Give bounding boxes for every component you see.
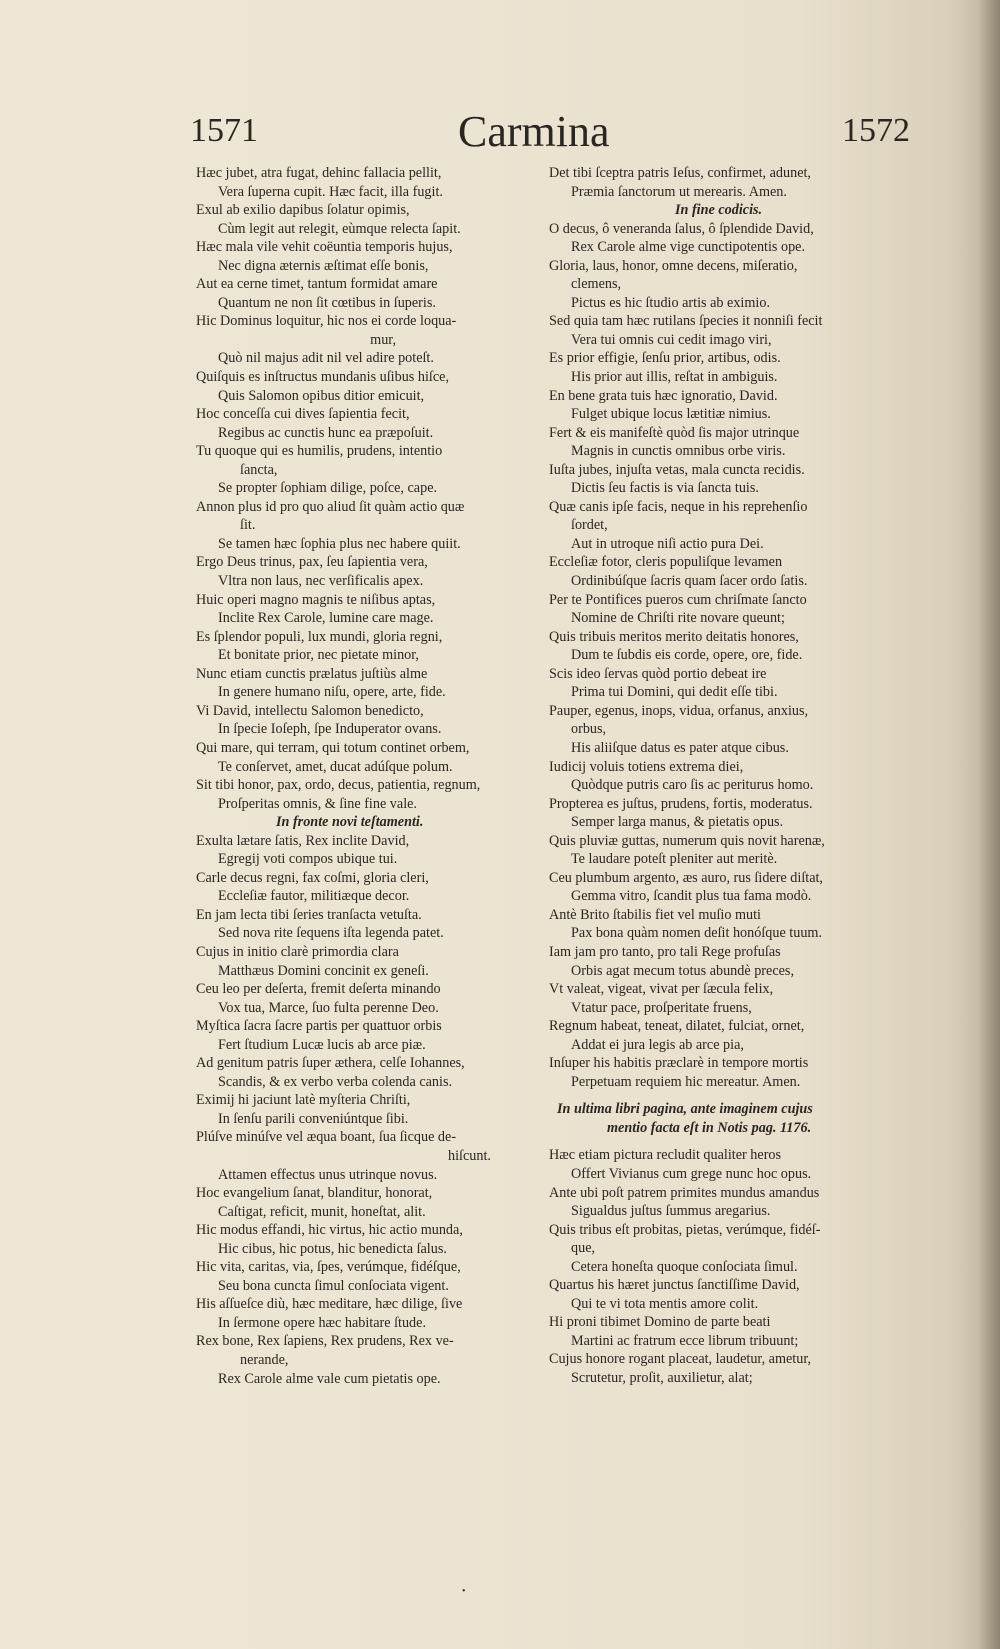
verse-line: Quartus his hæret junctus ſanctiſſime David, [549, 1277, 800, 1294]
verse-line: Quis Salomon opibus ditior emicuit, [218, 387, 425, 404]
verse-line: In ſermone opere hæc habitare ſtude. [218, 1314, 426, 1331]
verse-line: Quiſquis es inſtructus mundanis uſibus hiſce, [196, 369, 449, 386]
verse-line: Addat ei jura legis ab arce pia, [571, 1036, 744, 1053]
verse-line: Es ſplendor populi, lux mundi, gloria regni, [196, 628, 443, 645]
verse-line: Dictis ſeu factis is via ſancta tuis. [571, 480, 759, 497]
verse-line: Offert Vivianus cum grege nunc hoc opus. [571, 1165, 812, 1182]
verse-line: Cujus in initio clarè primordia clara [196, 943, 399, 960]
verse-line: clemens, [571, 276, 622, 293]
verse-line: Inclite Rex Carole, lumine care mage. [218, 610, 434, 627]
verse-line: Plúſve minúſve vel æqua boant, ſua ſicque de- [196, 1129, 457, 1146]
note-heading: mentio facta eſt in Notis pag. 1176. [607, 1119, 812, 1136]
verse-line: Hæc jubet, atra fugat, dehinc fallacia pellit, [196, 165, 442, 181]
verse-line: Antè Brito ſtabilis fiet vel muſio muti [549, 906, 762, 923]
verse-line: Vtatur pace, proſperitate fruens, [571, 999, 752, 1016]
right-column [549, 164, 919, 1388]
verse-line: Es prior effigie, ſenſu prior, artibus, odis. [549, 350, 781, 367]
verse-line: Te laudare poteſt pleniter aut meritè. [571, 851, 778, 868]
verse-line: Nomine de Chriſti rite novare queunt; [571, 610, 785, 627]
page-header [0, 100, 1000, 160]
verse-line: Pax bona quàm nomen deſit honóſque tuum. [571, 925, 823, 942]
verse-line: Vera tui omnis cui cedit imago viri, [571, 331, 772, 348]
verse-line: Gloria, laus, honor, omne decens, miſeratio, [549, 257, 798, 274]
verse-line: Præmia ſanctorum ut merearis. Amen. [571, 183, 787, 200]
verse-line: Vera ſuperna cupit. Hæc facit, illa fugit. [218, 183, 443, 200]
verse-line: Orbis agat mecum totus abundè preces, [571, 962, 794, 979]
verse-line: Ceu plumbum argento, æs auro, rus ſidere diſtat, [549, 869, 823, 886]
verse-line: Scrutetur, proſit, auxilietur, alat; [571, 1370, 753, 1386]
verse-line: Dum te ſubdis eis corde, opere, ore, fide. [571, 647, 803, 664]
verse-line: Per te Pontifices pueros cum chriſmate ſancto [549, 591, 807, 608]
verse-line: Quòdque putris caro ſis ac periturus homo. [571, 777, 814, 794]
verse-line: Et bonitate prior, nec pietate minor, [218, 647, 419, 664]
verse-line: Te conſervet, amet, ducat adúſque polum. [218, 758, 453, 775]
verse-line: Hic Dominus loquitur, hic nos ei corde loqua- [196, 313, 457, 330]
verse-line: Qui mare, qui terram, qui totum continet orbem, [196, 739, 470, 756]
verse-line: Seu bona cuncta ſimul conſociata vigent. [218, 1277, 449, 1294]
verse-line: Rex Carole alme vige cunctipotentis ope. [571, 239, 806, 256]
verse-line: Scis ideo ſervas quòd portio debeat ire [549, 665, 767, 682]
bottom-mark: • [462, 1586, 466, 1597]
verse-line: O decus, ô veneranda ſalus, ô ſplendide David, [549, 220, 814, 237]
verse-line: Caſtigat, reficit, munit, honeſtat, alit. [218, 1203, 426, 1220]
verse-line: nerande, [240, 1352, 289, 1368]
verse-line: In ſpecie Ioſeph, ſpe Induperator ovans. [218, 721, 442, 738]
verse-line: En bene grata tuis hæc ignoratio, David. [549, 387, 778, 404]
verse-line: Eximij hi jaciunt latè myſteria Chriſti, [196, 1092, 411, 1109]
verse-line: Aut ea cerne timet, tantum formidat amare [196, 276, 438, 293]
verse-line: Perpetuam requiem hic mereatur. Amen. [571, 1073, 801, 1090]
verse-line: Se tamen hæc ſophia plus nec habere quiit. [218, 535, 461, 552]
verse-line: Hoc conceſſa cui dives ſapientia fecit, [196, 406, 410, 423]
verse-line: Sigualdus juſtus ſummus aregarius. [571, 1203, 771, 1220]
verse-line: In ſenſu parili conveniúntque ſibi. [218, 1110, 409, 1127]
verse-line: Scandis, & ex verbo verba colenda canis. [218, 1073, 453, 1090]
verse-line: Propterea es juſtus, prudens, fortis, moderatus. [549, 795, 813, 812]
verse-line: Nunc etiam cunctis prælatus juſtiùs alme [196, 665, 428, 682]
verse-line: Tu quoque qui es humilis, prudens, intentio [196, 443, 443, 460]
verse-line: Ante ubi poſt patrem primites mundus amandus [549, 1184, 820, 1201]
verse-line: Quis tribus eſt probitas, pietas, verúmque, fidéſ- [549, 1221, 821, 1238]
book-spine-shadow [978, 0, 1000, 1649]
verse-line: Nec digna æternis æſtimat eſſe bonis, [218, 257, 429, 274]
verse-line: Fulget ubique locus lætitiæ nimius. [571, 406, 771, 423]
page-number-left: 1571 [190, 112, 258, 149]
verse-line: Cetera honeſta quoque conſociata ſimul. [571, 1258, 798, 1275]
verse-line: Vltra non laus, nec verſificalis apex. [218, 573, 424, 590]
verse-line: Quantum ne non ſit cœtibus in ſuperis. [218, 294, 436, 311]
verse-line: Sed nova rite ſequens iſta legenda patet. [218, 925, 444, 942]
verse-line: Pictus es hic ſtudio artis ab eximio. [571, 294, 770, 311]
verse-line: Carle decus regni, fax coſmi, gloria cleri, [196, 869, 429, 886]
verse-line: hiſcunt. [448, 1147, 491, 1164]
verse-line: Huic operi magno magnis te niſibus aptas, [196, 591, 436, 608]
verse-line: Se propter ſophiam dilige, poſce, cape. [218, 480, 438, 497]
verse-line: Ordinibúſque ſacris quam ſacer ordo ſatis. [571, 573, 808, 590]
verse-line: Sed quia tam hæc rutilans ſpecies it nonniſi fecit [549, 313, 823, 330]
verse-line: In genere humano niſu, opere, arte, fide. [218, 684, 446, 701]
verse-line: Ceu leo per deſerta, fremit deſerta minando [196, 981, 441, 998]
section-heading: In fronte novi teſtamenti. [276, 814, 424, 831]
verse-line: Sit tibi honor, pax, ordo, decus, patientia, regnum, [196, 777, 481, 794]
verse-line: Aut in utroque niſi actio pura Dei. [571, 535, 764, 552]
verse-line: Regnum habeat, teneat, dilatet, fulciat, ornet, [549, 1018, 805, 1035]
verse-line: Exulta lætare ſatis, Rex inclite David, [196, 832, 410, 849]
verse-line: Hoc evangelium ſanat, blanditur, honorat, [196, 1185, 433, 1202]
verse-line: His prior aut illis, reſtat in ambiguis. [571, 369, 778, 386]
verse-line: Rex Carole alme vale cum pietatis ope. [218, 1370, 441, 1387]
verse-line: ſordet, [571, 517, 608, 534]
verse-line: Semper larga manus, & pietatis opus. [571, 814, 784, 831]
verse-line: Vt valeat, vigeat, vivat per ſæcula felix, [549, 981, 774, 998]
verse-line: His aliiſque datus es pater atque cibus. [571, 739, 789, 756]
verse-line: Egregij voti compos ubique tui. [218, 851, 398, 868]
verse-line: Fert ſtudium Lucæ lucis ab arce piæ. [218, 1036, 426, 1053]
verse-line: Pauper, egenus, inops, vidua, orfanus, anxius, [549, 702, 809, 719]
verse-line: Hi proni tibimet Domino de parte beati [549, 1314, 771, 1331]
verse-line: Hic cibus, hic potus, hic benedicta ſalus. [218, 1240, 447, 1257]
verse-line: Eccleſiæ fotor, cleris populiſque levamen [549, 554, 783, 571]
page-number-right: 1572 [842, 112, 910, 149]
verse-line: Vox tua, Marce, ſuo fulta perenne Deo. [218, 999, 439, 1016]
verse-line: Magnis in cunctis omnibus orbe viris. [571, 443, 786, 460]
verse-line: Matthæus Domini concinit ex geneſi. [218, 962, 429, 979]
verse-line: Vi David, intellectu Salomon benedicto, [196, 702, 424, 719]
verse-line: Quæ canis ipſe facis, neque in his reprehenſio [549, 498, 808, 515]
verse-line: Prima tui Domini, qui dedit eſſe tibi. [571, 684, 778, 701]
verse-line: orbus, [571, 721, 607, 738]
verse-line: Cujus honore rogant placeat, laudetur, ametur, [549, 1351, 812, 1368]
verse-line: Iam jam pro tanto, pro tali Rege profuſas [549, 943, 781, 960]
verse-line: Hic vita, caritas, via, ſpes, verúmque, fidéſque, [196, 1259, 461, 1276]
verse-line: Proſperitas omnis, & ſine fine vale. [218, 795, 417, 812]
verse-line: Iuſta jubes, injuſta vetas, mala cuncta recidis. [549, 461, 805, 478]
verse-line: Iudicij voluis totiens extrema diei, [549, 758, 744, 775]
verse-line: Hæc etiam pictura recludit qualiter heros [549, 1147, 782, 1164]
verse-line: Eccleſiæ fautor, militiæque decor. [218, 888, 410, 905]
verse-line: Gemma vitro, ſcandit plus tua fama modò. [571, 888, 812, 905]
verse-line: Myſtica ſacra ſacre partis per quattuor orbis [196, 1018, 442, 1035]
verse-line: Ad genitum patris ſuper æthera, celſe Iohannes, [196, 1055, 465, 1072]
left-column [196, 164, 546, 1388]
verse-line: Annon plus id pro quo aliud ſit quàm actio quæ [196, 498, 465, 515]
verse-line: Inſuper his habitis præclarè in tempore mortis [549, 1055, 809, 1072]
note-heading: In ultima libri pagina, ante imaginem cujus [557, 1101, 813, 1118]
verse-line: Ergo Deus trinus, pax, ſeu ſapientia vera, [196, 554, 428, 571]
verse-line: Hic modus effandi, hic virtus, hic actio munda, [196, 1222, 463, 1239]
verse-line: mur, [370, 331, 396, 348]
verse-line: Rex bone, Rex ſapiens, Rex prudens, Rex ve- [196, 1333, 454, 1350]
verse-line: Regibus ac cunctis hunc ea præpoſuit. [218, 424, 434, 441]
verse-line: Hæc mala vile vehit coëuntia temporis hujus, [196, 239, 453, 256]
verse-line: Quò nil majus adit nil vel adire poteſt. [218, 350, 434, 367]
running-title: Carmina [458, 107, 610, 156]
verse-line: Fert & eis manifeſtè quòd ſis major utrinque [549, 424, 800, 441]
verse-line: En jam lecta tibi ſeries tranſacta vetuſta. [196, 906, 422, 923]
section-heading: In fine codicis. [675, 202, 763, 219]
verse-line: ſancta, [240, 461, 278, 478]
verse-line: Exul ab exilio dapibus ſolatur opimis, [196, 202, 410, 219]
verse-line: Cùm legit aut relegit, eùmque relecta ſapit. [218, 220, 461, 237]
verse-line: Martini ac fratrum ecce librum tribuunt; [571, 1332, 799, 1349]
verse-line: que, [571, 1240, 596, 1257]
verse-line: Quis pluviæ guttas, numerum quis novit harenæ, [549, 832, 825, 849]
verse-line: ſit. [240, 517, 256, 534]
verse-line: Quis tribuis meritos merito deitatis honores, [549, 628, 799, 645]
verse-line: Det tibi ſceptra patris Ieſus, confirmet, adunet, [549, 165, 811, 181]
verse-line: His aſſueſce diù, hæc meditare, hæc dilige, ſive [196, 1296, 463, 1313]
verse-line: Qui te vi tota mentis amore colit. [571, 1295, 759, 1312]
verse-line: Attamen effectus unus utrinque novus. [218, 1166, 438, 1183]
